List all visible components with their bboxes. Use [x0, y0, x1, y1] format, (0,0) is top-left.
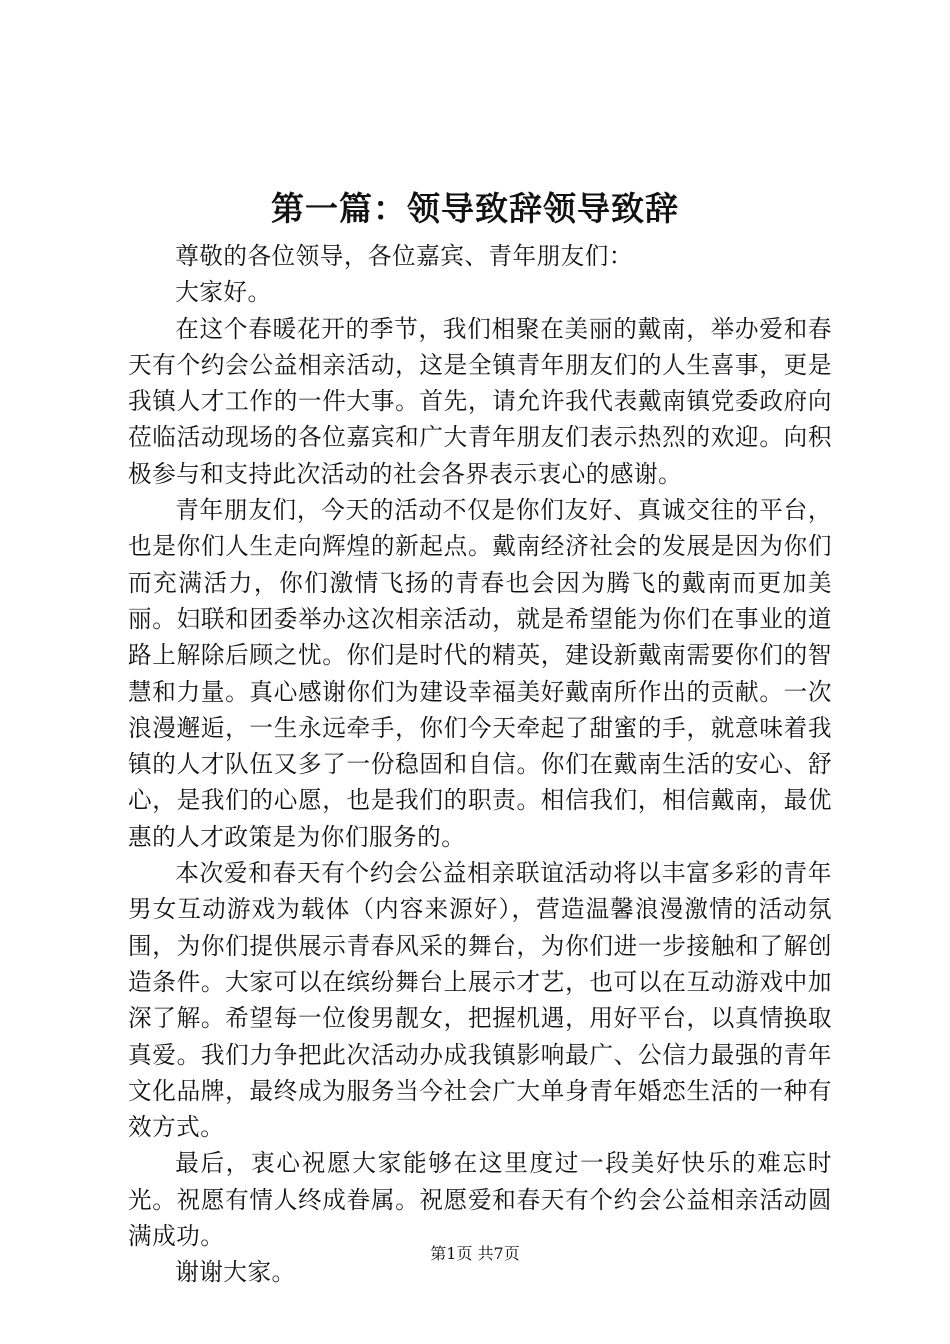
paragraph-activity: 本次爱和春天有个约会公益相亲联谊活动将以丰富多彩的青年男女互动游戏为载体（内容来源好），营造温馨浪漫激情的活动氛围，为你们提供展示青春风采的舞台，为你们进一步接触和了解创造条件。大家可以在缤纷舞台上展示才艺，也可以在互动游戏中加深了解。希望每一位俊男靓女，把握机遇，用好平台，以真情换取真爱。我们力争把此次活动办成我镇影响最广、公信力最强的青年文化品牌，最终成为服务当今社会广大单身青年婚恋生活的一种有效方式。 — [128, 859, 832, 1142]
page-number-footer: 第1页 共7页 — [430, 1244, 520, 1263]
paragraph-youth: 青年朋友们，今天的活动不仅是你们友好、真诚交往的平台，也是你们人生走向辉煌的新起点。戴南经济社会的发展是因为你们而充满活力，你们激情飞扬的青春也会因为腾飞的戴南而更加美丽。妇联和团委举办这次相亲活动，就是希望能为你们在事业的道路上解除后顾之忧。你们是时代的精英，建设新戴南需要你们的智慧和力量。真心感谢你们为建设幸福美好戴南所作出的贡献。一次浪漫邂逅，一生永远牵手，你们今天牵起了甜蜜的手，就意味着我镇的人才队伍又多了一份稳固和自信。你们在戴南生活的安心、舒心，是我们的心愿，也是我们的职责。相信我们，相信戴南，最优惠的人才政策是为你们服务的。 — [128, 496, 832, 851]
document-body — [128, 238, 832, 1291]
document-title: 第一篇：领导致辞领导致辞 — [271, 189, 679, 228]
paragraph-greeting: 大家好。 — [175, 278, 272, 307]
paragraph-thanks: 谢谢大家。 — [175, 1258, 296, 1287]
paragraph-salutation: 尊敬的各位领导，各位嘉宾、青年朋友们： — [175, 242, 633, 270]
paragraph-closing-wishes: 最后，衷心祝愿大家能够在这里度过一段美好快乐的难忘时光。祝愿有情人终成眷属。祝愿爱和春天有个约会公益相亲活动圆满成功。 — [128, 1149, 832, 1251]
paragraph-welcome: 在这个春暖花开的季节，我们相聚在美丽的戴南，举办爱和春天有个约会公益相亲活动，这是全镇青年朋友们的人生喜事，更是我镇人才工作的一件大事。首先，请允许我代表戴南镇党委政府向莅临活动现场的各位嘉宾和广大青年朋友们表示热烈的欢迎。向积极参与和支持此次活动的社会各界表示衷心的感谢。 — [128, 314, 832, 488]
